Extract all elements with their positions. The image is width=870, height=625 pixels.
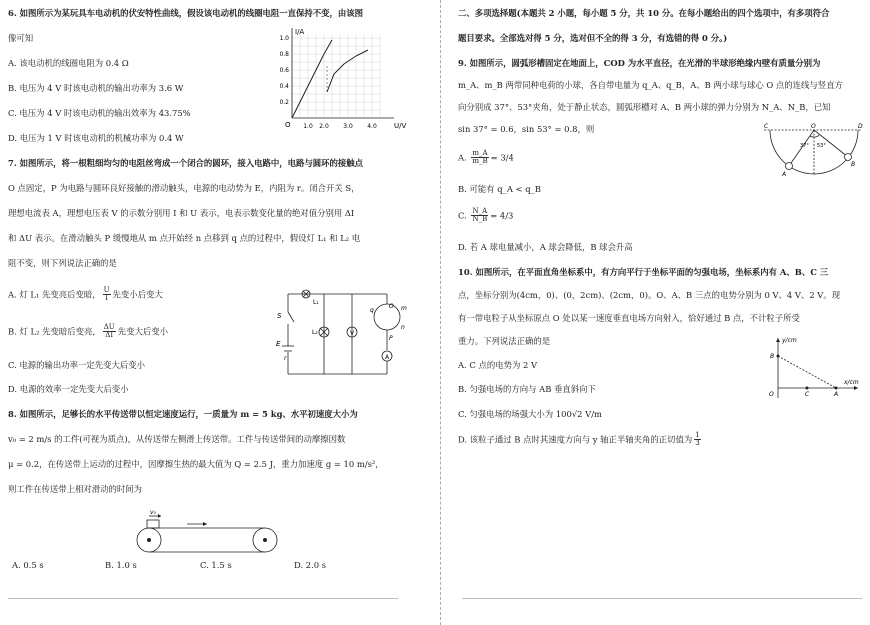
fraction: $\frac{m\_A}{m\_B}$ bbox=[472, 149, 488, 166]
fraction: $\frac{U}{I}$ bbox=[103, 286, 110, 303]
circuit-label-s: S bbox=[277, 312, 282, 320]
q7-stem-5: 阻不变，则下列说法正确的是 bbox=[8, 258, 117, 268]
q8-option-b: B. 1.0 s bbox=[105, 560, 137, 570]
q9-stem-2: m_A、m_B 两带同种电荷的小球，各自带电量为 q_A、q_B，A、B 两小球与球心 O 点的连线与竖直方 bbox=[458, 80, 843, 90]
coord-label-o: O bbox=[769, 391, 774, 398]
hemisphere-bowl-diagram bbox=[762, 120, 866, 182]
circuit-label-o: O bbox=[389, 303, 394, 310]
section-two-heading: 二、多项选择题(本题共 2 小题，每小题 5 分，共 10 分。在每小题给出的四个选项中，有多项符合 bbox=[458, 8, 830, 18]
coord-label-b: B bbox=[770, 353, 775, 360]
q7-option-a: A. 灯 L₁ 先变亮后变暗， $\frac{U}{I}$ 先变小后变大 bbox=[8, 286, 163, 303]
q8-stem-3: μ = 0.2，在传送带上运动的过程中，因摩擦生热的最大值为 Q = 2.5 J，重力加速度 g = 10 m/s²， bbox=[8, 459, 384, 469]
column-divider bbox=[440, 0, 441, 625]
q6-option-b: B. 电压为 4 V 时该电动机的输出功率为 3.6 W bbox=[8, 83, 184, 93]
coord-label-a: A bbox=[834, 391, 839, 398]
q9-stem-4: sin 37° = 0.6，sin 53° = 0.8，则 bbox=[458, 124, 595, 134]
q8-option-d: D. 2.0 s bbox=[294, 560, 327, 570]
circuit-label-q: q bbox=[370, 307, 374, 314]
section-two-heading-cont: 题目要求。全部选对得 5 分，选对但不全的得 3 分，有选错的得 0 分。) bbox=[458, 33, 728, 43]
circuit-label-n: n bbox=[401, 324, 405, 331]
q6-stem: 6. 如图所示为某玩具车电动机的伏安特性曲线，假设该电动机的线圈电阻一直保持不变，由该图 bbox=[8, 8, 364, 18]
fraction: $\frac{\Delta U}{\Delta I}$ bbox=[103, 323, 115, 340]
circuit-label-l2: L₂ bbox=[312, 329, 318, 336]
iu-xtick: 3.0 bbox=[343, 123, 353, 130]
footer-rule-left bbox=[8, 598, 398, 599]
q10-stem: 10. 如图所示，在平面直角坐标系中，有方向平行于坐标平面的匀强电场，坐标系内有 A、B、C 三 bbox=[458, 267, 829, 277]
q8-stem-4: 则工件在传送带上相对滑动的时间为 bbox=[8, 484, 142, 494]
q7-stem-3: 理想电流表 A，理想电压表 V 的示数分别用 I 和 U 表示，电表示数变化量的绝对值分别用 ΔI bbox=[8, 208, 355, 218]
q6-option-c: C. 电压为 4 V 时该电动机的输出效率为 43.75% bbox=[8, 108, 191, 118]
iu-xtick: 4.0 bbox=[367, 123, 377, 130]
bowl-angle-53: 53° bbox=[817, 143, 826, 149]
q9-stem: 9. 如图所示，圆弧形槽固定在地面上，COD 为水平直径，在光滑的半球形绝缘内壁有质量分别为 bbox=[458, 58, 821, 68]
q9-option-b: B. 可能有 q_A < q_B bbox=[458, 184, 541, 194]
bowl-label-c: C bbox=[764, 123, 769, 130]
q8-option-c: C. 1.5 s bbox=[200, 560, 232, 570]
conveyor-belt-diagram bbox=[135, 508, 285, 554]
iu-ylabel: I/A bbox=[295, 28, 305, 36]
coordinate-diagram bbox=[762, 334, 866, 400]
q10-option-a: A. C 点的电势为 2 V bbox=[458, 360, 538, 370]
iu-xtick: 1.0 bbox=[303, 123, 313, 130]
q9-option-c: C. $\frac{N\_A}{N\_B}$ = 4/3 bbox=[458, 207, 514, 224]
q7-stem-2: O 点固定，P 为电路与圆环良好接触的滑动触头，电源的电动势为 E，内阻为 r。闭合开关 S， bbox=[8, 183, 360, 193]
q6-option-a: A. 该电动机的线圈电阻为 0.4 Ω bbox=[8, 58, 129, 68]
q10-option-b: B. 匀强电场的方向与 AB 垂直斜向下 bbox=[458, 384, 596, 394]
coord-label-c: C bbox=[805, 391, 810, 398]
q7-option-d: D. 电源的效率一定先变大后变小 bbox=[8, 384, 129, 394]
q9-stem-3: 向分别成 37°、53°夹角，处于静止状态，圆弧形槽对 A、B 两小球的弹力分别为 N_A、N_B，已知 bbox=[458, 102, 831, 112]
iu-ytick: 0.8 bbox=[279, 51, 289, 58]
iu-xtick: 2.0 bbox=[319, 123, 329, 130]
belt-label-v0: v₀ bbox=[150, 509, 156, 516]
q7-option-b: B. 灯 L₂ 先变暗后变亮， $\frac{\Delta U}{\Delta I}$ 先变大后变小 bbox=[8, 323, 168, 340]
bowl-angle-37: 37° bbox=[800, 143, 809, 149]
q10-stem-4: 重力。下列说法正确的是 bbox=[458, 336, 551, 346]
q7-stem: 7. 如图所示，将一根粗细均匀的电阻丝弯成一个闭合的圆环，接入电路中，电路与圆环的接触点 bbox=[8, 158, 364, 168]
circuit-diagram bbox=[272, 284, 412, 382]
iu-origin: O bbox=[285, 121, 291, 129]
iu-ytick: 0.6 bbox=[279, 67, 289, 74]
circuit-label-e: E bbox=[276, 340, 281, 348]
bowl-label-o: O bbox=[811, 123, 816, 130]
fraction: $\frac{N\_A}{N\_B}$ bbox=[472, 207, 488, 224]
q8-stem: 8. 如图所示，足够长的水平传送带以恒定速度运行，一质量为 m = 5 kg、水平初速度大小为 bbox=[8, 409, 358, 419]
q8-option-a: A. 0.5 s bbox=[12, 560, 44, 570]
circuit-label-l1: L₁ bbox=[313, 299, 319, 306]
circuit-label-p: P bbox=[389, 335, 393, 342]
circuit-label-r: r bbox=[284, 355, 287, 362]
bowl-label-b: B bbox=[851, 161, 856, 168]
q7-stem-4: 和 ΔU 表示。在滑动触头 P 缓慢地从 m 点开始经 n 点移到 q 点的过程中，假设灯 L₁ 和 L₂ 电 bbox=[8, 233, 361, 243]
q6-stem-cont: 像可知 bbox=[8, 33, 34, 43]
q10-option-d: D. 该粒子通过 B 点时其速度方向与 y 轴正半轴夹角的正切值为 $\frac{1}{3}$ bbox=[458, 431, 700, 448]
circuit-label-m: m bbox=[401, 305, 407, 312]
q10-stem-2: 点，坐标分别为(4cm，0)、(0，2cm)、(2cm，0)。O、A、B 三点的电势分别为 0 V、4 V、2 V。现 bbox=[458, 290, 841, 300]
q7-option-c: C. 电源的输出功率一定先变大后变小 bbox=[8, 360, 146, 370]
q9-option-a: A. $\frac{m\_A}{m\_B}$ = 3/4 bbox=[458, 149, 514, 166]
iu-xlabel: U/V bbox=[394, 122, 407, 130]
q6-option-d: D. 电压为 1 V 时该电动机的机械功率为 0.4 W bbox=[8, 133, 184, 143]
footer-rule-right bbox=[462, 598, 862, 599]
ammeter-symbol: A bbox=[384, 354, 390, 361]
iu-ytick: 0.2 bbox=[279, 99, 289, 106]
q10-option-c: C. 匀强电场的场强大小为 100√2 V/m bbox=[458, 409, 602, 419]
q9-option-d: D. 若 A 球电量减小，A 球会降低，B 球会升高 bbox=[458, 242, 633, 252]
bowl-label-a: A bbox=[782, 171, 787, 178]
coord-label-x: x/cm bbox=[844, 379, 859, 386]
voltmeter-symbol: V bbox=[349, 330, 355, 337]
coord-label-y: y/cm bbox=[782, 337, 797, 344]
iu-graph bbox=[272, 26, 410, 138]
iu-ytick: 1.0 bbox=[279, 35, 289, 42]
fraction: $\frac{1}{3}$ bbox=[695, 431, 700, 448]
q10-stem-3: 有一带电粒子从坐标原点 O 处以某一速度垂直电场方向射入，恰好通过 B 点，不计粒子所受 bbox=[458, 313, 800, 323]
iu-ytick: 0.4 bbox=[279, 83, 289, 90]
bowl-label-d: D bbox=[858, 123, 863, 130]
q8-stem-2: v₀ = 2 m/s 的工件(可视为质点)，从传送带左侧滑上传送带。工件与传送带间的动摩擦因数 bbox=[8, 434, 346, 444]
